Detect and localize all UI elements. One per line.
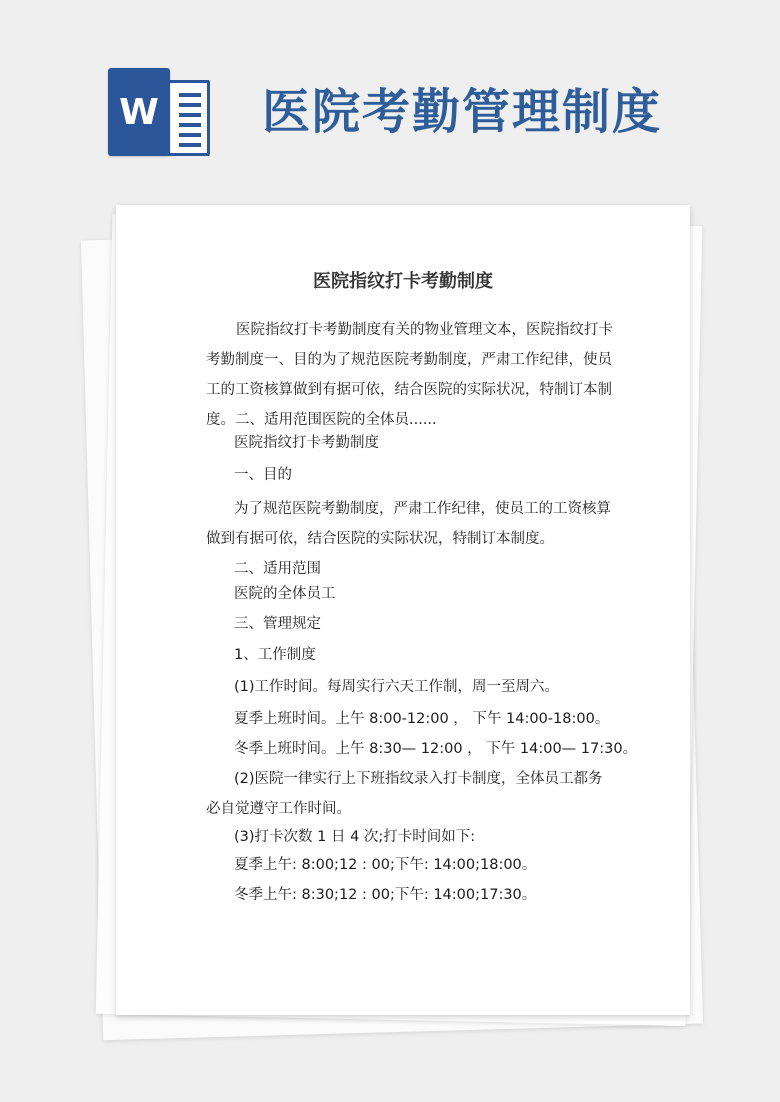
body-line: 冬季上班时间。上午 8:30— 12:00 ， 下午 14:00— 17:30。: [234, 741, 638, 757]
word-logo-letter: W: [108, 68, 170, 156]
document-page: [116, 205, 690, 1015]
section-heading: 三、管理规定: [234, 616, 321, 632]
page-header: [0, 0, 780, 200]
body-line: 夏季上午: 8:00;12 : 00;下午: 14:00;18:00。: [234, 857, 537, 873]
body-line: (3)打卡次数 1 日 4 次;打卡时间如下:: [234, 829, 476, 845]
section-heading: 二、适用范围: [234, 561, 321, 577]
body-line: 必自觉遵守工作时间。: [206, 801, 351, 817]
body-line: (2)医院一律实行上下班指纹录入打卡制度，全体员工都务: [234, 771, 603, 787]
intro-line: 度。二、适用范围医院的全体员......: [206, 412, 437, 428]
word-document-icon: [108, 66, 212, 160]
body-line: 做到有据可依，结合医院的实际状况，特制订本制度。: [206, 531, 554, 547]
intro-line: 考勤制度一、目的为了规范医院考勤制度，严肃工作纪律，使员: [206, 352, 612, 368]
intro-line: 工的工资核算做到有据可依，结合医院的实际状况，特制订本制: [206, 382, 612, 398]
body-line: 夏季上班时间。上午 8:00-12:00 ， 下午 14:00-18:00。: [234, 711, 610, 727]
sub-heading: 1、工作制度: [234, 647, 316, 663]
body-line: 医院的全体员工: [234, 586, 336, 602]
body-line: 为了规范医院考勤制度，严肃工作纪律，使员工的工资核算: [234, 501, 611, 517]
body-line: 冬季上午: 8:30;12 : 00;下午: 14:00;17:30。: [234, 887, 537, 903]
body-line: 医院指纹打卡考勤制度: [234, 435, 379, 451]
header-title: 医院考勤管理制度: [262, 84, 663, 140]
section-heading: 一、目的: [234, 467, 292, 483]
intro-line: 医院指纹打卡考勤制度有关的物业管理文本，医院指纹打卡: [236, 322, 613, 338]
document-title: 医院指纹打卡考勤制度: [313, 271, 493, 292]
body-line: (1)工作时间。每周实行六天工作制，周一至周六。: [234, 679, 560, 695]
